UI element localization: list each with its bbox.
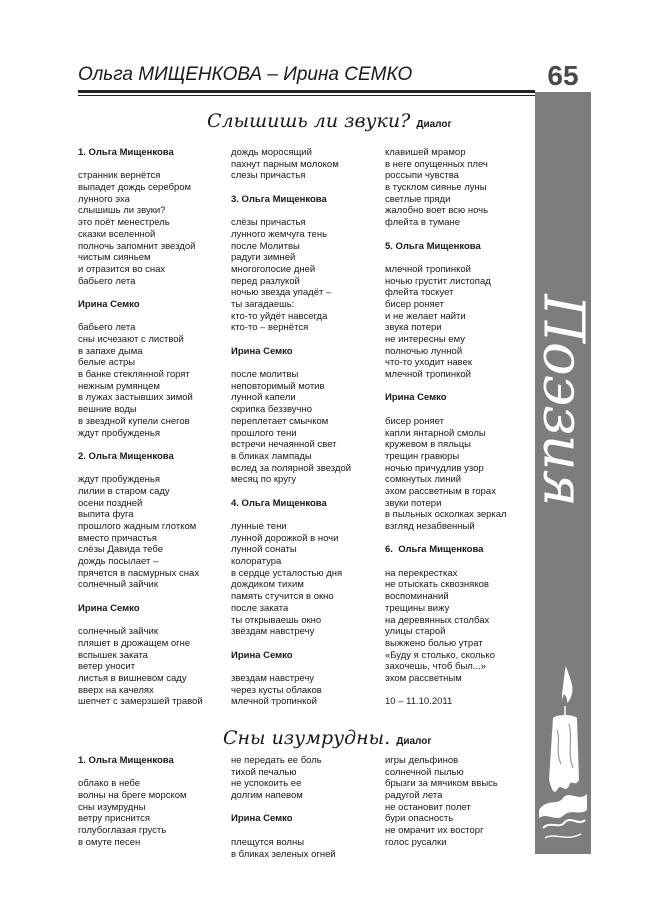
verse-line: не интересны ему (385, 334, 465, 345)
poem-title-2-subtitle: Диалог (396, 736, 432, 747)
verse-line: встречи нечаянной свет (231, 439, 337, 451)
verse-line: «Буду я столько, сколько (385, 649, 495, 661)
verse-line: трещин гравюры (385, 450, 460, 462)
verse-line (231, 182, 351, 194)
verse-line: сказки вселенной (78, 228, 156, 240)
verse-line: неповторимый мотив (231, 380, 325, 392)
verse-line: в пыльных осколках зеркал (385, 509, 507, 521)
verse-line: игры дельфинов (385, 755, 459, 766)
stanza-heading: Ирина Семко (78, 602, 140, 614)
verse-line: на деревянных столбах (385, 614, 490, 626)
verse-line: перед разлукой (231, 275, 300, 287)
verse-line (385, 533, 507, 545)
verse-line: брызги за мячиком ввысь (385, 778, 498, 790)
verse-line (385, 381, 507, 393)
verse-line: звуки потери (385, 497, 442, 509)
verse-line: в банке стеклянной горят (78, 369, 190, 381)
verse-line: вместо причастья (78, 532, 157, 544)
stanza-heading: Ирина Семко (231, 345, 293, 357)
verse-line: осени поздней (78, 497, 143, 509)
verse-line: в звездной купели снегов (78, 415, 190, 427)
stanza-heading: 2. Ольга Мищенкова (78, 450, 174, 462)
verse-line: ночью звезда упадёт – (231, 287, 332, 299)
verse-line: светлые пряди (385, 193, 451, 205)
verse-line: вешние воды (78, 404, 137, 416)
verse-line: тихой печалью (231, 766, 297, 778)
verse-line: дождь моросящий (231, 147, 312, 158)
verse-line: переплетает смычком (231, 415, 329, 427)
verse-line (385, 685, 507, 697)
verse-line: чистым сияньем (78, 252, 151, 264)
verse-line: голос русалки (385, 836, 447, 848)
verse-line: после заката (231, 602, 289, 614)
verse-line: выпита фуга (78, 509, 134, 521)
verse-line (78, 311, 203, 323)
verse-line: бисер роняет (385, 415, 444, 427)
poem-title-2 (223, 727, 432, 749)
verse-line: звука потери (385, 322, 442, 334)
verse-line: захочешь, чтоб был...» (385, 661, 487, 673)
verse-line: лунной дорожкой в ночи (231, 532, 339, 544)
verse-line: взгляд незабвенный (385, 521, 475, 532)
verse-line: лилии в старом саду (78, 485, 170, 497)
verse-line (385, 229, 507, 241)
verse-line: в запахе дыма (78, 345, 143, 357)
poem-title-2-text: Сны изумрудны. (223, 727, 391, 749)
verse-line: кто-то – вернётся (231, 322, 309, 334)
verse-line: выпадет дождь серебром (78, 182, 192, 194)
verse-line: полночь запомнит звездой (78, 240, 196, 252)
verse-line: шепчет с замерзшей травой (78, 696, 203, 708)
verse-line: звездам навстречу (231, 672, 315, 684)
verse-line (231, 205, 351, 217)
verse-line: дождь посылает – (78, 556, 159, 568)
verse-line: вспышек заката (78, 649, 148, 661)
verse-line: не остановит полет (385, 801, 471, 813)
verse-line: клавишей мрамор (385, 147, 466, 158)
verse-line: это поёт менестрель (78, 217, 170, 229)
verse-line: эхом рассветным в горах (385, 485, 496, 497)
stanza-heading: 6. Ольга Мищенкова (385, 544, 484, 556)
verse-line: солнечной пылью (385, 766, 464, 778)
verse-line: после молитвы (231, 369, 299, 381)
verse-line: многоголосие дней (231, 263, 316, 275)
verse-line: ночью причудлив узор (385, 462, 484, 474)
verse-line: радугой лета (385, 790, 443, 802)
verse-line: слышишь ли звуки? (78, 205, 166, 217)
stanza-heading: Ирина Семко (231, 813, 293, 825)
verse-line: ты открываешь окно (231, 614, 322, 626)
verse-line: флейта в тумане (385, 217, 461, 229)
verse-line (78, 767, 187, 779)
verse-line: радуги зимней (231, 252, 296, 264)
verse-line: прошлого тени (231, 427, 297, 439)
verse-line: солнечный зайчик (78, 626, 159, 638)
verse-line: на перекрестках (385, 567, 458, 579)
header-rule-thin (78, 95, 535, 96)
verse-line: эхом рассветным (385, 672, 462, 684)
poem2-column-2 (231, 755, 336, 860)
verse-line: 10 – 11.10.2011 (385, 696, 453, 708)
poem-title-1 (207, 110, 452, 132)
verse-line: бури опасность (385, 813, 454, 825)
verse-line: дождиком тихим (231, 579, 304, 591)
poem-title-1-subtitle: Диалог (416, 119, 452, 130)
verse-line (385, 556, 507, 568)
verse-line: лунные тени (231, 521, 287, 532)
verse-line: в тусклом сиянье луны (385, 182, 487, 194)
poem2-column-1 (78, 755, 187, 849)
verse-line: волны на бреге морском (78, 790, 187, 802)
verse-line (231, 334, 351, 346)
poem1-column-3 (385, 147, 507, 708)
verse-line: слезы причастья (231, 170, 306, 182)
verse-line: ты загадаешь: (231, 298, 295, 310)
verse-line (78, 159, 203, 171)
verse-line (231, 486, 351, 498)
running-header-authors: Ольга МИЩЕНКОВА – Ирина СЕМКО (78, 64, 413, 85)
verse-line (385, 252, 507, 264)
poem2-column-3 (385, 755, 498, 849)
verse-line: ветер уносит (78, 661, 136, 673)
stanza-heading: 5. Ольга Мищенкова (385, 240, 481, 252)
stanza-heading: 3. Ольга Мищенкова (231, 193, 327, 205)
poem1-column-1 (78, 147, 203, 708)
verse-line: россыпи чувства (385, 170, 459, 182)
verse-line: голубоглазая грусть (78, 825, 167, 837)
verse-line: в омуте песен (78, 836, 141, 848)
verse-line: выжжено болью утрат (385, 637, 483, 649)
verse-line: прячется в пасмурных снах (78, 567, 200, 579)
verse-line: млечной тропинкой (385, 263, 471, 275)
verse-line: в лужах застывших зимой (78, 392, 193, 404)
verse-line: лунной капели (231, 392, 296, 404)
verse-line: не омрачит их восторг (385, 825, 484, 837)
verse-line: трещины вижу (385, 602, 450, 614)
verse-line: бабьего лета (78, 322, 136, 334)
verse-line: полночью лунной (385, 345, 463, 357)
verse-line: вслед за полярной звездой (231, 462, 352, 474)
verse-line (78, 439, 203, 451)
verse-line: в бликах зеленых огней (231, 848, 336, 860)
verse-line: через кусты облаков (231, 684, 322, 696)
verse-line (231, 638, 351, 650)
verse-line: колоратура (231, 556, 282, 568)
verse-line: и не желает найти (385, 310, 466, 322)
verse-line (78, 615, 203, 627)
stanza-heading: 4. Ольга Мищенкова (231, 497, 327, 509)
stanza-heading: Ирина Семко (231, 649, 293, 661)
verse-line (231, 802, 336, 814)
verse-line: облако в небе (78, 778, 141, 790)
verse-line: и отразится во снах (78, 263, 166, 275)
verse-line: слёзы Давида тебе (78, 544, 163, 556)
verse-line: улицы старой (385, 626, 446, 638)
verse-line: ждут пробужденья (78, 427, 160, 439)
verse-line: капли янтарной смолы (385, 427, 486, 439)
verse-line (231, 509, 351, 521)
verse-line: не отыскать сквозняков (385, 579, 489, 591)
verse-line: нежным румянцем (78, 380, 160, 392)
verse-line: что-то уходит навек (385, 357, 473, 369)
verse-line (78, 591, 203, 603)
verse-line: сомкнутых линий (385, 474, 462, 486)
verse-line: белые астры (78, 357, 136, 369)
verse-line: лунной сонаты (231, 544, 297, 556)
verse-line: солнечный зайчик (78, 579, 159, 591)
verse-line (78, 463, 203, 475)
verse-line: кружевом в пяльцы (385, 439, 471, 451)
verse-line: в сердце усталостью дня (231, 567, 343, 579)
page-number: 65 (535, 60, 591, 92)
verse-line: в бликах лампады (231, 450, 312, 462)
section-label: Поэзия (530, 294, 596, 506)
verse-line: млечной тропинкой (231, 696, 317, 708)
verse-line: после Молитвы (231, 240, 300, 252)
verse-line (385, 404, 507, 416)
verse-line (231, 825, 336, 837)
verse-line: воспоминаний (385, 591, 449, 603)
verse-line: вверх на качелях (78, 684, 154, 696)
stanza-heading: Ирина Семко (78, 298, 140, 310)
verse-line: не передать ее боль (231, 755, 322, 766)
poem-title-1-text: Слышишь ли звуки? (207, 110, 411, 132)
verse-line: лунного эха (78, 193, 130, 205)
verse-line: слёзы причастья (231, 217, 306, 229)
candle-ornament-icon (535, 660, 591, 850)
verse-line (231, 661, 351, 673)
poem1-column-2 (231, 147, 351, 708)
verse-line: плещутся волны (231, 836, 305, 848)
stanza-heading: 1. Ольга Мищенкова (78, 147, 174, 158)
verse-line: прошлого жадным глотком (78, 521, 197, 532)
verse-line: звёздам навстречу (231, 626, 315, 638)
verse-line: сны исчезают с листвой (78, 334, 184, 345)
verse-line: пахнут парным молоком (231, 158, 339, 170)
verse-line: ветру приснится (78, 813, 151, 825)
verse-line: жалобно воет всю ночь (385, 205, 489, 217)
verse-line: кто-то уйдёт навсегда (231, 310, 328, 322)
stanza-heading: 1. Ольга Мищенкова (78, 755, 174, 766)
verse-line (78, 287, 203, 299)
verse-line (231, 357, 351, 369)
verse-line: ждут пробужденья (78, 474, 160, 486)
verse-line: бабьего лета (78, 275, 136, 287)
verse-line: месяц по кругу (231, 474, 297, 486)
verse-line: бисер роняет (385, 298, 444, 310)
verse-line: листья в вишневом саду (78, 672, 187, 684)
verse-line: память стучится в окно (231, 591, 334, 603)
verse-line: не успокоить ее (231, 778, 302, 790)
verse-line: флейта тоскует (385, 287, 454, 299)
verse-line: скрипка беззвучно (231, 404, 313, 416)
verse-line: пляшет в дрожащем огне (78, 637, 191, 649)
verse-line: в неге опущенных плеч (385, 158, 488, 170)
stanza-heading: Ирина Семко (385, 392, 447, 404)
verse-line: млечной тропинкой (385, 369, 471, 381)
verse-line: долгим напевом (231, 790, 303, 802)
verse-line: сны изумрудны (78, 801, 146, 813)
header-rule-thick (78, 90, 535, 93)
verse-line: странник вернётся (78, 170, 161, 182)
verse-line: ночью грустит листопад (385, 275, 491, 287)
verse-line: лунного жемчуга тень (231, 228, 328, 240)
